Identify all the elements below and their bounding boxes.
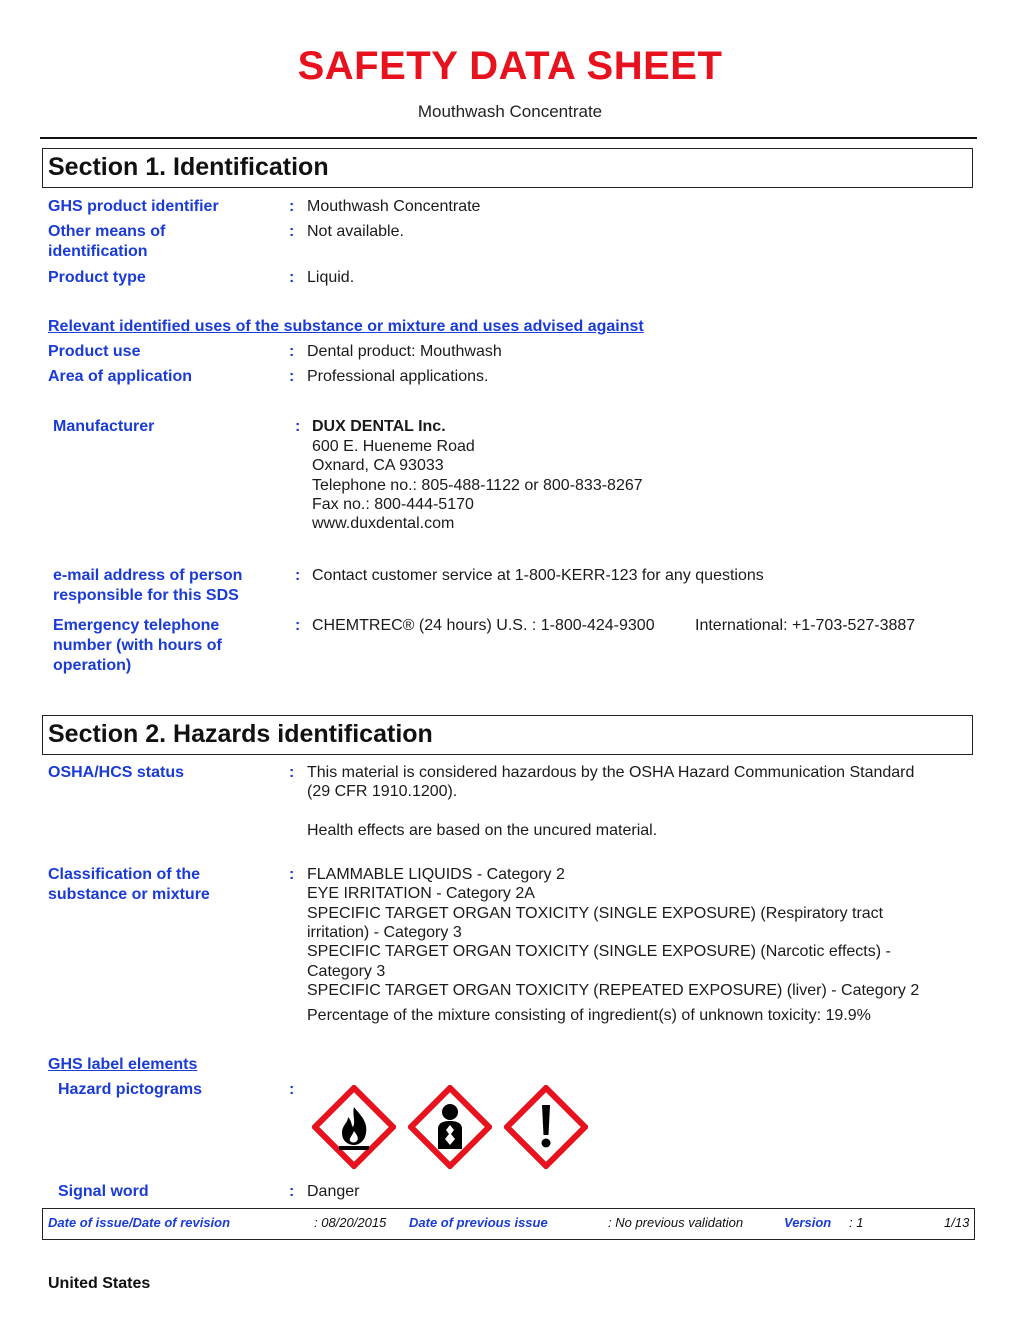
flame-icon [312,1085,396,1169]
classification-item: FLAMMABLE LIQUIDS - Category 2 [307,866,565,883]
issue-date-label: Date of issue/Date of revision [48,1215,231,1230]
email-label-line2: responsible for this SDS [53,587,239,604]
colon: : [289,198,295,215]
colon: : [289,764,295,781]
section-1-header [42,148,973,188]
classification-item: irritation) - Category 3 [307,924,462,941]
emergency-label-line3: operation) [53,657,132,674]
classification-label-line1: Classification of the [48,866,201,883]
manufacturer-address2: Oxnard, CA 93033 [312,457,444,474]
classification-item: Category 3 [307,963,386,980]
colon: : [289,1183,295,1200]
other-means-label-line1: Other means of [48,223,166,240]
email-label-line1: e-mail address of person [53,567,243,584]
manufacturer-name: DUX DENTAL Inc. [312,418,446,435]
previous-issue-label: Date of previous issue [409,1215,548,1230]
ghs-product-identifier-label: GHS product identifier [48,198,219,215]
colon: : [289,269,295,286]
revision-footer [42,1208,975,1240]
ghs-label-elements-heading[interactable]: GHS label elements [48,1056,198,1073]
country-label: United States [48,1275,151,1292]
hazard-pictograms-label: Hazard pictograms [58,1081,203,1098]
emergency-us-number: CHEMTREC® (24 hours) U.S. : 1-800-424-9300 [312,617,655,634]
classification-item: SPECIFIC TARGET ORGAN TOXICITY (SINGLE EXPOSURE) (Respiratory tract [307,905,884,922]
colon: : [289,866,295,883]
header-divider [40,137,977,139]
colon: : [289,1081,295,1098]
email-value: Contact customer service at 1-800-KERR-123 for any questions [312,567,764,584]
ghs-product-identifier-value: Mouthwash Concentrate [307,198,481,215]
classification-label-line2: substance or mixture [48,886,210,903]
classification-item: SPECIFIC TARGET ORGAN TOXICITY (REPEATED EXPOSURE) (liver) - Category 2 [307,982,920,999]
area-of-application-value: Professional applications. [307,368,489,385]
colon: : [289,368,295,385]
emergency-international-number: International: +1-703-527-3887 [695,617,916,634]
health-hazard-icon [408,1085,492,1169]
unknown-toxicity-percentage: Percentage of the mixture consisting of ingredient(s) of unknown toxicity: 19.9% [307,1007,871,1024]
document-title: SAFETY DATA SHEET [297,44,723,88]
osha-status-label: OSHA/HCS status [48,764,185,781]
manufacturer-telephone: Telephone no.: 805-488-1122 or 800-833-8267 [312,477,643,494]
colon: : [295,567,301,584]
relevant-uses-heading[interactable]: Relevant identified uses of the substance or mixture and uses advised against [48,318,644,335]
osha-health-effects: Health effects are based on the uncured material. [307,822,658,839]
signal-word-label: Signal word [58,1183,149,1200]
exclamation-mark-icon [504,1085,588,1169]
osha-status-line2: (29 CFR 1910.1200). [307,783,458,800]
version-value: : 1 [849,1215,864,1230]
classification-item: SPECIFIC TARGET ORGAN TOXICITY (SINGLE EXPOSURE) (Narcotic effects) - [307,943,891,960]
product-type-value: Liquid. [307,269,355,286]
colon: : [295,418,301,435]
manufacturer-website[interactable]: www.duxdental.com [312,515,455,532]
section-1-title: Section 1. Identification [48,153,329,181]
version-label: Version [784,1215,832,1230]
section-2-header [42,715,973,755]
manufacturer-address1: 600 E. Hueneme Road [312,438,475,455]
manufacturer-label: Manufacturer [53,418,155,435]
issue-date-value: : 08/20/2015 [314,1215,387,1230]
emergency-label-line2: number (with hours of [53,637,222,654]
area-of-application-label: Area of application [48,368,193,385]
classification-item: EYE IRRITATION - Category 2A [307,885,535,902]
other-means-label-line2: identification [48,243,148,260]
product-use-label: Product use [48,343,141,360]
other-means-value: Not available. [307,223,404,240]
osha-status-line1: This material is considered hazardous by the OSHA Hazard Communication Standard [307,764,915,781]
emergency-label-line1: Emergency telephone [53,617,220,634]
colon: : [289,343,295,360]
previous-issue-value: : No previous validation [608,1215,744,1230]
manufacturer-fax: Fax no.: 800-444-5170 [312,496,474,513]
section-2-title: Section 2. Hazards identification [48,720,433,748]
signal-word-value: Danger [307,1183,360,1200]
product-subtitle: Mouthwash Concentrate [417,102,603,121]
product-type-label: Product type [48,269,146,286]
product-use-value: Dental product: Mouthwash [307,343,502,360]
colon: : [289,223,295,240]
page-number: 1/13 [944,1215,970,1230]
colon: : [295,617,301,634]
